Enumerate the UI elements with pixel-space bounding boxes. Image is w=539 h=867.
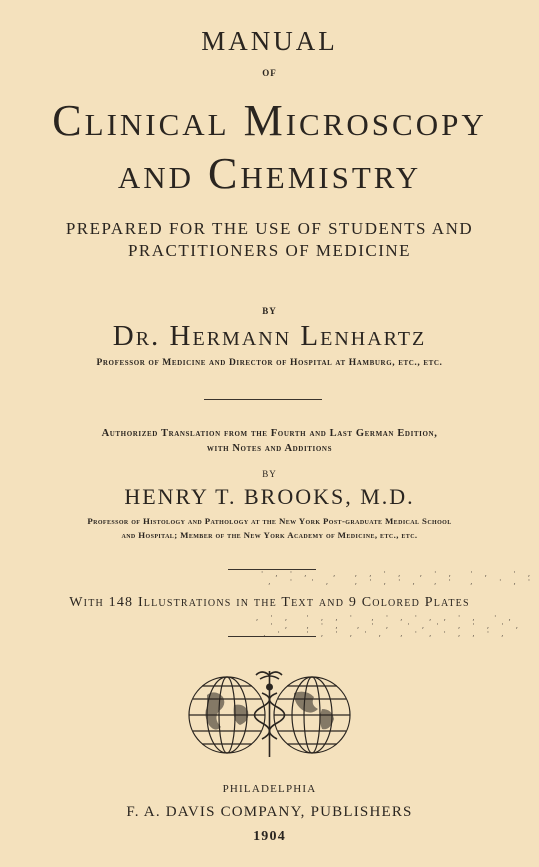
publication-city: PHILADELPHIA xyxy=(222,783,317,795)
print-speckle: ' , ' , , , , ' , , ' , ' , ' , , ' ' , , ' , ' , , ' , ' , ' xyxy=(260,570,535,586)
book-title-line-2: and Chemistry xyxy=(117,149,422,198)
manual-heading: MANUAL xyxy=(201,26,338,56)
book-title-line-1: Clinical Microscopy xyxy=(52,96,487,145)
print-speckle: , ' , ' , , ' , ' , ' , , ' , ' , ' , , ' , , ' , ' , ' , ' , ' , , ' ' , ' , ' , , ' , ' , , ' , xyxy=(255,614,522,638)
by-label: BY xyxy=(262,306,277,316)
translator-name: HENRY T. BROOKS, M.D. xyxy=(124,484,415,509)
authorization-line-1: Authorized Translation from the Fourth and Last German Edition, xyxy=(101,428,438,439)
publisher-name: F. A. DAVIS COMPANY, PUBLISHERS xyxy=(126,804,413,820)
author-name: Dr. Hermann Lenhartz xyxy=(112,320,427,352)
publisher-globe-emblem-icon xyxy=(182,665,357,760)
of-label: OF xyxy=(262,68,277,78)
prepared-for-line-2: PRACTITIONERS OF MEDICINE xyxy=(127,241,412,260)
by-translator-label: BY xyxy=(262,469,277,479)
prepared-for-line-1: PREPARED FOR THE USE OF STUDENTS AND xyxy=(65,219,474,238)
authorization-line-2: with Notes and Additions xyxy=(206,443,333,454)
divider-rule-lower xyxy=(228,636,316,637)
divider-rule xyxy=(204,399,322,400)
translator-affiliation-line-2: and Hospital; Member of the New York Academy of Medicine, etc., etc. xyxy=(121,530,418,540)
translator-affiliation-line-1: Professor of Histology and Pathology at the New York Post-graduate Medical School xyxy=(87,516,452,526)
illustrations-note: With 148 Illustrations in the Text and 9 Colored Plates xyxy=(69,595,470,610)
publication-year: 1904 xyxy=(253,829,286,844)
author-affiliation: Professor of Medicine and Director of Hospital at Hamburg, etc., etc. xyxy=(96,358,443,368)
